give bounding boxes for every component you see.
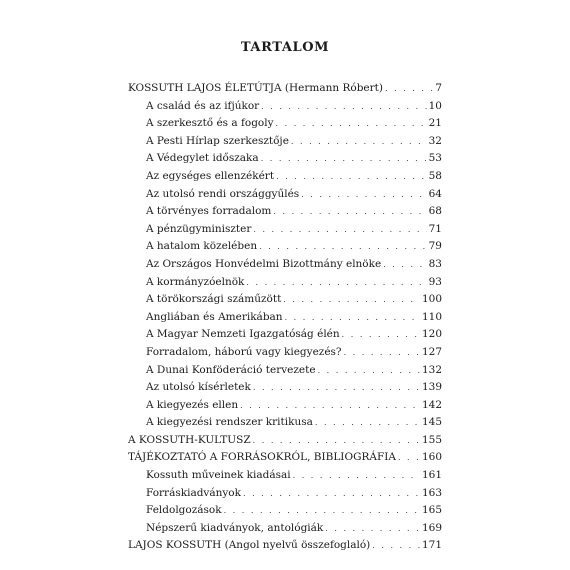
toc-entry [128, 274, 442, 292]
toc-entry [128, 98, 442, 116]
dot-leader [285, 309, 420, 327]
dot-leader [291, 133, 427, 151]
dot-leader [240, 397, 420, 415]
toc-entry-label: A KOSSUTH-KULTUSZ [128, 433, 251, 446]
toc-entry-page-number: 53 [428, 152, 442, 165]
toc-entry-label: Az utolsó kísérletek [146, 381, 251, 394]
dot-leader [276, 168, 427, 186]
toc-entry-page-number: 171 [421, 539, 442, 552]
dot-leader [301, 186, 426, 204]
toc-entry-page-number: 155 [421, 433, 442, 446]
toc-entry [128, 309, 442, 327]
toc-entry-page-number: 71 [428, 222, 442, 235]
toc-entry-label: Forradalom, háború vagy kiegyezés? [146, 345, 342, 358]
dot-leader [259, 238, 427, 256]
toc-entry-page-number: 100 [421, 293, 442, 306]
toc-entry-page-number: 163 [421, 486, 442, 499]
dot-leader [253, 221, 426, 239]
toc-entry [128, 432, 442, 450]
toc-entry [128, 150, 442, 168]
toc-entry-label: LAJOS KOSSUTH (Angol nyelvű összefoglaló) [128, 539, 371, 552]
dot-leader [261, 98, 426, 116]
dot-leader [276, 115, 427, 133]
toc-entry-page-number: 93 [428, 275, 442, 288]
toc-entry-label: Az egységes ellenzékért [146, 169, 275, 182]
toc-entry-page-number: 132 [421, 363, 442, 376]
toc-entry-label: A Magyar Nemzeti Igazgatóság élén [146, 328, 340, 341]
toc-entry-page-number: 7 [435, 82, 442, 94]
toc-entry-label: Népszerű kiadványok, antológiák [146, 521, 324, 534]
toc-entry [128, 203, 442, 221]
toc-entry [128, 502, 442, 520]
dot-leader [315, 414, 420, 432]
toc-entry [128, 256, 442, 274]
toc-entry-label: A szerkesztő és a fogoly [146, 117, 274, 130]
toc-entry-label: A Dunai Konföderáció tervezete [146, 363, 316, 376]
toc-entry-page-number: 64 [428, 187, 442, 200]
toc-entry-page-number: 58 [428, 169, 442, 182]
toc-entry [128, 467, 442, 485]
toc-entry-label: A törvényes forradalom [146, 205, 272, 218]
toc-entry-label: A Védegylet időszaka [146, 152, 259, 165]
toc-entry-label: Forráskiadványok [146, 486, 241, 499]
dot-leader [283, 291, 420, 309]
toc-entry-label: Angliában és Amerikában [146, 310, 283, 323]
toc-entry-page-number: 165 [421, 504, 442, 517]
dot-leader [293, 467, 420, 485]
toc-entry-page-number: 10 [428, 99, 442, 112]
toc-entry-label: Feldolgozások [146, 504, 222, 517]
toc-entry-label: A kiegyezés ellen [146, 398, 239, 411]
toc-entry [128, 168, 442, 186]
toc-entry [128, 238, 442, 256]
toc-entry [128, 133, 442, 151]
dot-leader [224, 502, 420, 520]
toc-entry-label: A pénzügyminiszter [146, 222, 252, 235]
toc-entry [128, 414, 442, 432]
toc-entry-page-number: 127 [421, 345, 442, 358]
toc-entry-page-number: 83 [428, 257, 442, 270]
toc-entry-label: TÁJÉKOZTATÓ A FORRÁSOKRÓL, BIBLIOGRÁFIA [128, 451, 396, 464]
dot-leader [253, 379, 420, 397]
toc-entry-page-number: 145 [421, 416, 442, 429]
toc-entry-label: A törökországi száműzött [146, 293, 282, 306]
toc-entry [128, 537, 442, 555]
dot-leader [344, 344, 420, 362]
toc-entry [128, 291, 442, 309]
dot-leader [342, 326, 420, 344]
toc-entry-label: Kossuth műveinek kiadásai [146, 469, 291, 482]
dot-leader [325, 520, 420, 538]
toc-entry [128, 221, 442, 239]
toc-entry [128, 186, 442, 204]
toc-entry-page-number: 139 [421, 381, 442, 394]
toc-entry [128, 449, 442, 467]
toc-entry [128, 379, 442, 397]
toc-entry-page-number: 21 [428, 117, 442, 130]
toc-entry-label: A család és az ifjúkor [146, 99, 260, 112]
dot-leader [318, 362, 420, 380]
toc-entry-label: KOSSUTH LAJOS ÉLETÚTJA (Hermann Róbert) [128, 82, 383, 94]
toc-entry-page-number: 161 [421, 469, 442, 482]
toc-entry-page-number: 79 [428, 240, 442, 253]
toc-entry [128, 115, 442, 133]
dot-leader [273, 203, 426, 221]
table-of-contents [128, 80, 442, 555]
toc-entry-label: A kormányzóelnök [146, 275, 245, 288]
toc-entry [128, 344, 442, 362]
toc-entry-label: A hatalom közelében [146, 240, 258, 253]
toc-entry-page-number: 169 [421, 521, 442, 534]
toc-entry [128, 397, 442, 415]
toc-title: TARTALOM [240, 40, 330, 55]
toc-entry-label: A Pesti Hírlap szerkesztője [146, 134, 289, 147]
dot-leader [243, 485, 420, 503]
toc-entry [128, 520, 442, 538]
dot-leader [261, 150, 427, 168]
toc-entry [128, 80, 442, 98]
toc-entry [128, 362, 442, 380]
dot-leader [253, 432, 420, 450]
toc-entry-page-number: 120 [421, 328, 442, 341]
toc-entry-label: Az Országos Honvédelmi Bizottmány elnöke [146, 257, 382, 270]
dot-leader [385, 80, 433, 98]
dot-leader [383, 256, 426, 274]
toc-entry [128, 485, 442, 503]
toc-entry-page-number: 110 [421, 310, 442, 323]
dot-leader [372, 537, 420, 555]
toc-entry-page-number: 68 [428, 205, 442, 218]
dot-leader [246, 274, 426, 292]
toc-entry-label: A kiegyezési rendszer kritikusa [146, 416, 313, 429]
toc-entry [128, 326, 442, 344]
toc-entry-label: Az utolsó rendi országgyűlés [146, 187, 300, 200]
toc-entry-page-number: 160 [421, 451, 442, 464]
dot-leader [398, 449, 420, 467]
toc-entry-page-number: 142 [421, 398, 442, 411]
toc-entry-page-number: 32 [428, 134, 442, 147]
